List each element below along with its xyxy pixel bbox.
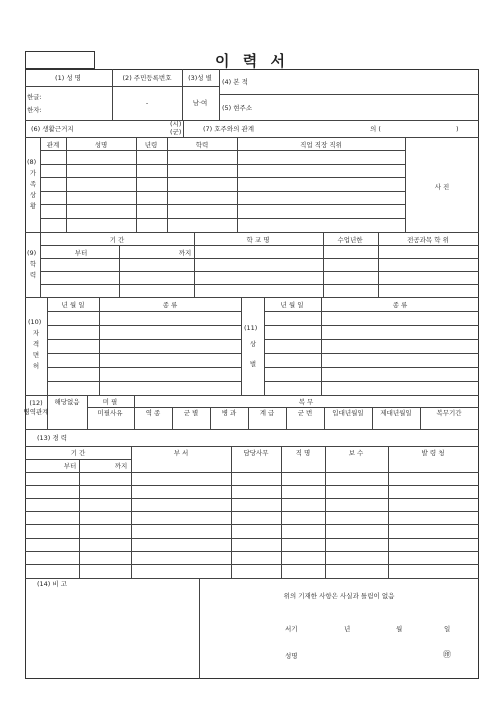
military-sub-specialty: 병 과 <box>221 409 237 417</box>
date-day: 일 <box>444 625 451 633</box>
license-number: (10) <box>28 318 42 326</box>
military-number: (12) <box>29 399 43 407</box>
award-header-date: 년 월 일 <box>280 301 304 309</box>
education-sub-to: 까지 <box>178 249 192 257</box>
award-header-type: 종 류 <box>392 301 408 309</box>
award-label: 상벌 <box>249 340 257 368</box>
sex-header: (3)성 별 <box>188 74 212 82</box>
license-header-date: 년 월 일 <box>61 301 85 309</box>
living-base-label: (6) 생활근거지 <box>31 125 74 133</box>
education-header-years: 수업년한 <box>337 236 363 244</box>
family-header-education: 학력 <box>195 141 209 149</box>
form-frame <box>25 69 479 679</box>
career-header-duty: 담당사무 <box>243 449 269 457</box>
military-sub-enlist: 입대년월일 <box>332 409 364 417</box>
family-label: 가족상황 <box>29 169 37 210</box>
date-prefix: 서기 <box>285 625 298 633</box>
sex-value: 남·여 <box>192 99 208 107</box>
military-sub-category: 역 종 <box>145 409 161 417</box>
career-sub-to: 까지 <box>114 462 128 470</box>
relation-label: (7) 호주와의 관계 <box>203 125 255 133</box>
family-header-job: 직업 직장 직위 <box>300 141 342 149</box>
statement-text: 위의 기재한 사항은 사실과 틀림이 없음 <box>283 592 395 600</box>
military-label: 병역관계 <box>23 408 49 416</box>
date-year: 년 <box>344 625 351 633</box>
military-not-applicable: 해당없음 <box>54 398 80 406</box>
license-header-type: 종 류 <box>162 301 178 309</box>
rrn-header: (2) 주민등록번호 <box>122 74 172 82</box>
career-header-title: 직 명 <box>295 449 311 457</box>
military-sub-reason: 미필사유 <box>97 409 123 417</box>
military-served: 복 무 <box>298 398 314 406</box>
name-hanja-label: 한자: <box>27 106 42 114</box>
relation-close: ) <box>456 125 459 133</box>
gun-label: (군) <box>170 128 182 136</box>
license-label: 자격면허 <box>32 329 40 370</box>
family-header-name: 성명 <box>94 141 108 149</box>
si-label: (시) <box>170 120 182 128</box>
military-sub-duration: 복무기간 <box>436 409 462 417</box>
education-header-major: 전공과목 학 위 <box>407 236 449 244</box>
military-sub-discharge: 제대년월일 <box>380 409 412 417</box>
relation-eui: 의 ( <box>370 125 381 133</box>
career-label: (13) 경 력 <box>37 434 68 442</box>
domicile-label: (4) 본 적 <box>222 78 248 86</box>
seal-icon: ㊞ <box>443 650 451 659</box>
career-header-issuer: 발 령 청 <box>421 449 445 457</box>
family-number: (8) <box>27 158 37 166</box>
education-header-school: 학 교 명 <box>246 236 270 244</box>
career-header-period: 기 간 <box>70 449 86 457</box>
page-title: 이 력 서 <box>215 52 289 70</box>
remarks-label: (14) 비 고 <box>37 580 68 588</box>
career-sub-from: 부터 <box>63 462 77 470</box>
form-number-box <box>25 51 95 69</box>
name-hangul-label: 한글: <box>27 93 42 101</box>
award-number: (11) <box>244 324 258 332</box>
military-sub-rank: 계 급 <box>259 409 275 417</box>
signature-label: 성명 <box>285 652 298 660</box>
rrn-dash: - <box>145 99 149 107</box>
education-label: 학력 <box>29 260 37 279</box>
name-header: (1) 성 명 <box>55 74 81 82</box>
family-header-relation: 관계 <box>46 141 60 149</box>
family-header-age: 년령 <box>144 141 158 149</box>
military-sub-number: 군 번 <box>297 409 313 417</box>
photo-placeholder: 사 진 <box>434 183 450 191</box>
military-unserved: 미 필 <box>102 398 118 406</box>
education-header-period: 기 간 <box>109 236 125 244</box>
education-sub-from: 부터 <box>74 249 88 257</box>
military-sub-branch: 군 별 <box>183 409 199 417</box>
date-month: 월 <box>396 625 403 633</box>
address-label: (5) 현주소 <box>222 104 253 112</box>
education-number: (9) <box>27 249 37 257</box>
career-header-salary: 보 수 <box>348 449 364 457</box>
career-header-department: 부 서 <box>173 449 189 457</box>
